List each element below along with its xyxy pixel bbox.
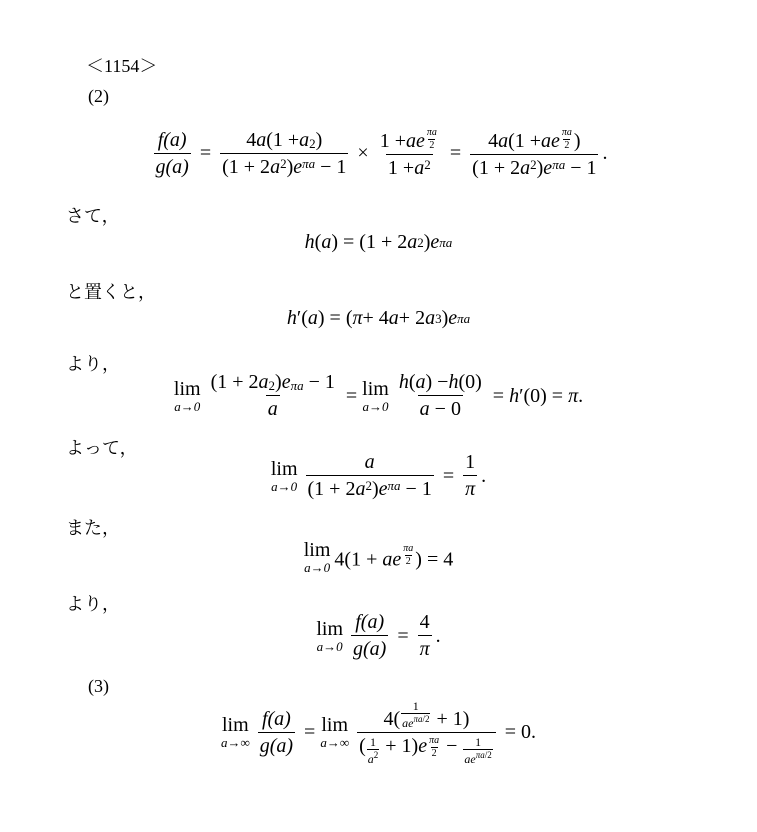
- equation-limit-four: lim a→0 4(1 + ae $^{\frac{\pi a}{2}}$ ) = 4: [303, 539, 454, 575]
- equation-limit-reciprocal: lim a→0 a (1 + 2 a 2 ) e πa − 1 = $\frac{1}{\pi}$ .: [270, 451, 487, 500]
- equation-h-prime: h ′( a ) = ( π + 4 a + 2 a 3 ) e πa: [286, 307, 471, 329]
- equation-limit-infinity: lim a→∞ $\frac{f(a)}{g(a)}$ = lim a→∞ 4( 1 $ae^{\pi a/2}$ + 1) ( 1 $a^2$ + 1) e $\frac{\pi a}{2}$ − 1 $ae^{\pi a/2}$ = 0.: [220, 699, 537, 766]
- equation-limit-derivative: lim a→0 (1 + 2 a 2 ) e πa − 1 a = lim a→0 h ( a ) − h (0) a − 0 = h′(0) = π.: [173, 371, 584, 420]
- text-yotte: よって，: [66, 438, 138, 459]
- part-label-3: (3): [88, 676, 109, 696]
- text-yori-2: より，: [66, 594, 120, 615]
- equation-limit-ratio: lim a→0 $\frac{f(a)}{g(a)}$ = $\frac{4}{\pi}$ .: [316, 611, 441, 660]
- equation-ratio: $\frac{f(a)}{g(a)}$ = 4 a (1 + a 2 ) (1 + 2 a 2 ) e πa − 1 × 1 + ae $\frac{\pi a}{2}$ 1 + a 2 = 4 a (1 + ae $\frac{\pi a}{2}$ ) (1 + 2 a 2 ) e πa − 1 .: [155, 127, 608, 179]
- text-sate: さて，: [66, 206, 120, 227]
- text-yori-1: より，: [66, 354, 120, 375]
- text-to-oku-to: と置くと，: [66, 282, 156, 303]
- text-mata: また，: [66, 518, 120, 539]
- part-label-2: (2): [88, 86, 109, 106]
- problem-number: ＜1154＞: [86, 56, 158, 76]
- equation-h-def: h ( a ) = (1 + 2 a 2 ) e πa: [304, 231, 453, 253]
